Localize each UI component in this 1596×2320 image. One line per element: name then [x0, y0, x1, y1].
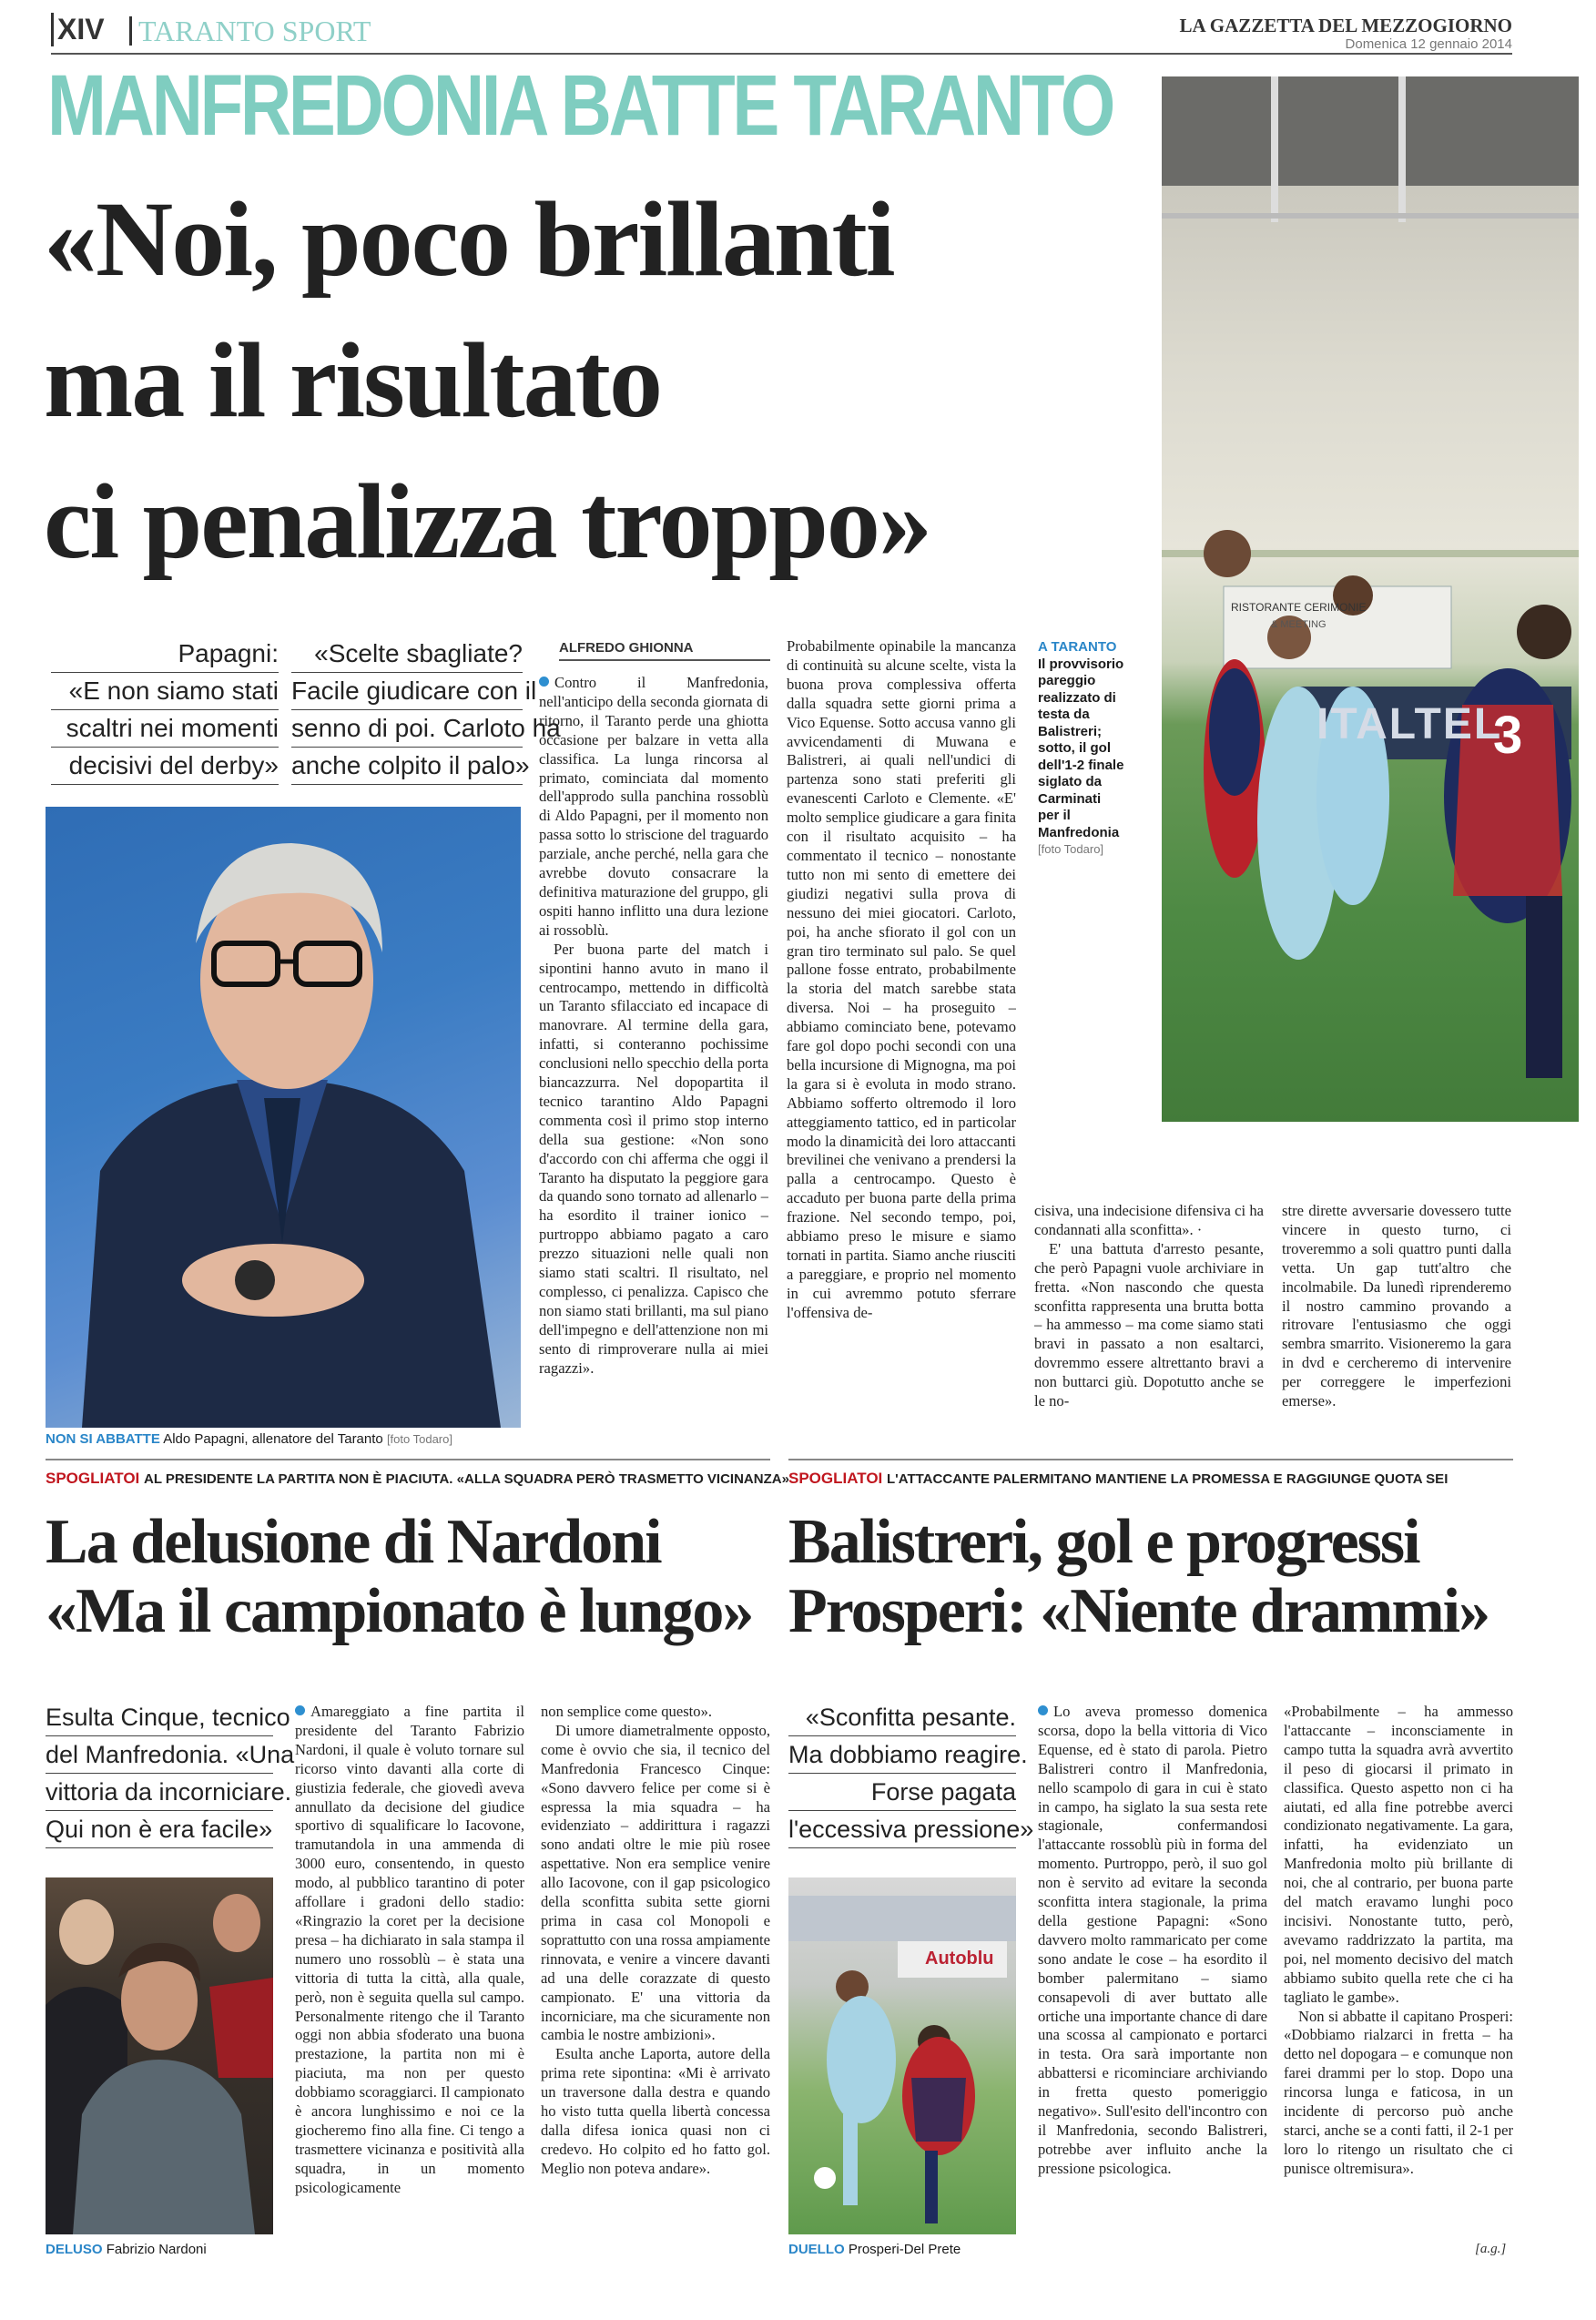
- author-signature: [a.g.]: [1475, 2242, 1507, 2256]
- side-caption-keyword: A TARANTO: [1038, 639, 1117, 655]
- right-title-line-1: Balistreri, gol e progressi: [788, 1507, 1419, 1577]
- side-caption-line: dell'1-2 finale: [1038, 757, 1124, 773]
- caption-text: Aldo Papagni, allenatore del Taranto: [163, 1431, 383, 1447]
- paragraph-text: Contro il Manfredonia, nell'anticipo della seconda giornata di ritorno, il Taranto perde una ghiotta occasione per balzare in vetta alla classifica. La lunga rincorsa al primato, cominciata dal momento dell'approdo sulla panchina rossoblù di Aldo Papagni, per il momento non passa sotto lo striscione del traguardo parziale, anche perché, nella gara che avrebbe dovuto consacrare la definitiva maturazione del gruppo, gli ospiti hanno inflitto una dura lezione ai rossoblù.: [539, 674, 768, 939]
- right-article-col1: [1038, 1703, 1267, 2256]
- header-rule: [51, 53, 1512, 55]
- paragraph: Probabilmente opinabile la mancanza di continuità su alcune scelte, vista la buona prova complessiva offerta dalla squadra sette giorni prima a Vico Equense. Sotto accusa vanno gli avvicendamenti di Muwana e Balistreri, ai quali nell'undici di partenza sono stati preferiti gli evanescenti Carloto e Clemente. «E' molto semplice giudicare a gara finita con il risultato acquisito – ha commentato il tecnico – nonostante tutto non mi sento di emettere dei giudizi negativi sulla prova di nessuno dei miei giocatori. Carloto, poi, ha anche sfiorato il gol con un gran tiro terminato sul palo. Se quel pallone fosse entrato, probabilmente la storia del match sarebbe stata diversa. Noi – ha proseguito – abbiamo cominciato bene, potevamo fare gol dopo pochi secondi con una bella incursione di Mignogna, ma poi la gara si è evoluta in modo strano. Abbiamo sofferto oltremodo il loro atteggiamento tattico, ed in particolar modo la dinamicità dei loro attaccanti brevilinei che venivano a prendersi la palla a centrocampo. Questo è accaduto per buona parte della prima frazione. Nel secondo tempo, poi, abbiamo preso le misure e siamo tornati in partita. Siamo anche riusciti a pareggiare, e proprio nel momento in cui avremmo potuto sferrare l'offensiva de-: [787, 637, 1016, 1321]
- byline: ALFREDO GHIONNA: [559, 640, 694, 656]
- left-title-line-2: «Ma il campionato è lungo»: [46, 1576, 753, 1646]
- pull-quote-line: Forse pagata: [788, 1774, 1016, 1811]
- pull-quote-line: Esulta Cinque, tecnico: [46, 1699, 273, 1736]
- paragraph: [295, 1703, 524, 2198]
- main-article-col4: [1282, 1202, 1511, 1448]
- side-caption-line: Carminati: [1038, 790, 1102, 807]
- main-article-col2: [787, 637, 1016, 1448]
- left-article-col1: [295, 1703, 524, 2256]
- side-caption-line: siglato da: [1038, 774, 1103, 789]
- pull-quote-line: anche colpito il palo»: [291, 748, 523, 785]
- main-article-col1: [539, 674, 768, 1448]
- paragraph: cisiva, una indecisione difensiva ci ha condannati alla sconfitta». ·: [1034, 1202, 1264, 1238]
- pull-quote-line: senno di poi. Carloto ha: [291, 710, 523, 748]
- left-kicker-tag: SPOGLIATOI: [46, 1470, 140, 1487]
- right-kicker: [788, 1470, 1448, 1488]
- banner-subtext: & MEETING: [1271, 619, 1327, 630]
- pull-quote-line: Papagni:: [51, 636, 279, 673]
- main-kicker-headline: MANFREDONIA BATTE TARANTO: [47, 57, 1113, 154]
- stadium-illustration: [1162, 76, 1579, 1122]
- side-caption-line: per il: [1038, 808, 1071, 823]
- page-number: XIV: [51, 13, 105, 46]
- left-pull-quote: [46, 1699, 295, 1848]
- side-caption-line: pareggio: [1038, 673, 1096, 688]
- paragraph: E' una battuta d'arresto pesante, che però Papagni vuole archiviare in fretta. «Non nascondo che questa sconfitta rappresenta una brutta botta – ha ammesso – ma come siamo stati bravi in passato a non esaltarci, dovremmo essere altrettanto bravi a non buttarci giù. Dopotutto anche se le no-: [1034, 1239, 1264, 1410]
- section-rule-right: [788, 1459, 1513, 1460]
- issue-date: Domenica 12 gennaio 2014: [1345, 36, 1512, 52]
- pull-quote-line: «Scelte sbagliate?: [291, 636, 523, 673]
- duel-photo: [788, 1877, 1016, 2234]
- pull-quote-a: [51, 636, 279, 785]
- duel-illustration: [788, 1877, 1016, 2234]
- side-caption-line: sotto, il gol: [1038, 740, 1111, 756]
- paragraph: [539, 674, 768, 941]
- pull-quote-line: del Manfredonia. «Una: [46, 1736, 273, 1774]
- pull-quote-b: [291, 636, 561, 785]
- pull-quote-line: Qui non è era facile»: [46, 1811, 273, 1848]
- side-caption-line: testa da: [1038, 707, 1090, 722]
- papagni-caption: [46, 1431, 452, 1447]
- pull-quote-line: Ma dobbiamo reagire.: [788, 1736, 1016, 1774]
- side-caption: [1038, 639, 1156, 859]
- right-article-col2: [1284, 1703, 1513, 2240]
- byline-rule: [559, 659, 770, 661]
- banner-text: RISTORANTE CERIMONIE: [1231, 601, 1367, 614]
- side-caption-credit: [foto Todaro]: [1038, 842, 1104, 856]
- side-caption-line: Manfredonia: [1038, 824, 1120, 840]
- left-title-line-1: La delusione di Nardoni: [46, 1507, 661, 1577]
- paragraph: non semplice come questo».: [541, 1703, 713, 1720]
- board-text: ITALTEL: [1316, 700, 1503, 748]
- paragraph: Di umore diametralmente opposto, come è ovvio che sia, il tecnico del Manfredonia Francesco Cinque: «Sono davvero felice per come si è espressa la mia squadra – ha evidenziato – addirittura i ragazzi sono andati oltre le mie più rosee aspettative. Non era semplice venire allo Iacovone, con il gap psicologico della sconfitta subita sette giorni prima in casa col Monopoli e soprattutto con una rossa ampiamente rinnovata, e venire a vincere davanti ad una delle corazzate di questo campionato. E' una vittoria da incorniciare, ma che sicuramente non cambia le nostre ambizioni».: [541, 1721, 770, 2044]
- header-divider: [129, 16, 132, 46]
- papagni-photo: [46, 807, 521, 1428]
- right-title-line-2: Prosperi: «Niente drammi»: [788, 1576, 1489, 1646]
- papagni-illustration: [46, 807, 521, 1428]
- bullet-dot: [539, 677, 549, 687]
- main-title-line-1: «Noi, poco brillanti: [44, 179, 894, 299]
- shirt-number: 3: [1493, 706, 1523, 765]
- paragraph-text: Lo aveva promesso domenica scorsa, dopo la bella vittoria di Vico Equense, ed è stato di parola. Pietro Balistreri contro il Manfredonia, nello scampolo di gara in cui è stato in campo, ha siglato la sua sesta rete stagionale, confermandosi l'attaccante rossoblù più in forma del momento. Purtroppo, però, il suo gol non è servito ad evitare la seconda sconfitta intera stagionale, la prima della gestione Papagni: «Sono davvero molto rammaricato per come sono andate le cose – ha esordito il bomber palermitano – siamo consapevoli di aver buttato alle ortiche una importante chance di dare una scossa al campionato e portarci in testa. Ora sarà importante non abbattersi e ricominciare archiviando in fretta questo pomeriggio negativo». Sull'esito dell'incontro con il Manfredonia, secondo Balistreri, potrebbe aver influito anche la pressione psicologica.: [1038, 1703, 1267, 2177]
- main-article-col3: [1034, 1202, 1264, 1448]
- paragraph: Per buona parte del match i sipontini hanno avuto in mano il centrocampo, mettendo in difficoltà un Taranto sfilacciato ed incapace di manovrare. Al termine della gara, infatti, si conteranno pochissime conclusioni nello specchio della porta biancazzurra. Nel dopopartita il tecnico tarantino Aldo Papagni commenta così il primo stop interno della sua gestione: «Non sono d'accordo con chi afferma che oggi il Taranto ha disputato la peggiore gara da quando sono tornato ad allenarlo – ha esordito il trainer ionico – purtroppo abbiamo pagato a caro prezzo situazioni nelle quali non siamo stati scaltri. Il risultato, nel complesso, ci penalizza. Capisco che non siamo stati brillanti, ma sul piano dell'impegno e dell'attenzione non mi sento di rimproverare nulla ai miei ragazzi».: [539, 940, 768, 1377]
- main-title-line-3: ci penalizza troppo»: [44, 462, 930, 581]
- paragraph: Esulta anche Laporta, autore della prima rete sipontina: «Mi è arrivato un traversone dalla destra e quando ho visto tutta quella libertà concessa dalla difesa ionica quasi non ci credevo. Ho colpito ed ho fatto gol. Meglio non poteva andare».: [541, 2045, 770, 2177]
- pull-quote-line: l'eccessiva pressione»: [788, 1811, 1016, 1848]
- main-title-line-2: ma il risultato: [44, 321, 661, 440]
- pull-quote-line: scaltri nei momenti: [51, 710, 279, 748]
- nardoni-caption: [46, 2242, 207, 2257]
- left-kicker: [46, 1470, 789, 1488]
- caption-text: Fabrizio Nardoni: [106, 2242, 207, 2257]
- paragraph-text: Amareggiato a fine partita il presidente del Taranto Fabrizio Nardoni, il quale è voluto tornare sul ricorso vinto davanti alla corte di giustizia federale, che giovedì aveva annullato da decisione del giudice sportivo di squalificare lo Iacovone, tramutandola in una ammenda di 3000 euro, consentendo, in questo modo, al pubblico tarantino di poter affollare i gradoni dello stadio: «Ringrazio la coret per la decisione presa – ha dichiarato in sala stampa il numero uno rossoblù – è stata una vittoria di tutta la città, alla quale, però, non è seguita quella sul campo. Personalmente ritengo che il Taranto oggi non abbia sfoderato una buona prestazione, la partita non mi è piaciuta, ma non per questo dobbiamo scoraggiarci. Il campionato è ancora lunghissimo e noi ce la giocheremo fino alla fine. Ci tengo a trasmettere vicinanza e positività alla squadra, in un momento psicologicamente: [295, 1703, 524, 2196]
- right-kicker-text: L'ATTACCANTE PALERMITANO MANTIENE LA PROMESSA E RAGGIUNGE QUOTA SEI: [887, 1471, 1449, 1487]
- bullet-dot: [295, 1705, 305, 1715]
- pull-quote-line: «E non siamo stati: [51, 673, 279, 710]
- right-kicker-tag: SPOGLIATOI: [788, 1470, 883, 1487]
- side-caption-line: Balistreri;: [1038, 723, 1103, 739]
- caption-keyword: NON SI ABBATTE: [46, 1431, 160, 1447]
- side-caption-line: Il provvisorio: [1038, 656, 1124, 672]
- section-rule-left: [46, 1459, 770, 1460]
- paragraph: «Probabilmente – ha ammesso l'attaccante – inconsciamente in campo tutta la squadra avrà avvertito il peso di giocarsi il primato in classifica. Questo aspetto non ci ha aiutati, ed alla fine potrebbe averci condizionato negativamente. La gara, infatti, ha evidenziato un Manfredonia molto più brillante di noi, che al contrario, per buona parte del match eravamo lunghi poco incisivi. Nonostante tutto, però, avevamo raddrizzato la partita, ma poi, nel momento decisivo del match abbiamo subito quella rete che ci ha tagliato le gambe».: [1284, 1703, 1513, 2006]
- nardoni-photo: [46, 1877, 273, 2234]
- pull-quote-line: vittoria da incorniciare.: [46, 1774, 273, 1811]
- paragraph: stre dirette avversarie dovessero tutte vincere in questo turno, ci troveremmo a soli quattro punti dalla vetta. Un gap tutt'altro che incolmabile. Da lunedì riprenderemo il nostro cammino provando a ritrovare l'entusiasmo che oggi sembra smarrito. Visioneremo la gara in dvd e cercheremo di intervenire per correggere le imperfezioni emerse».: [1282, 1202, 1511, 1410]
- bullet-dot: [1038, 1705, 1048, 1715]
- newspaper-name: LA GAZZETTA DEL MEZZOGIORNO: [1179, 15, 1512, 36]
- ad-board-text: Autoblu: [925, 1949, 994, 1969]
- match-photo-balistreri: [1162, 76, 1579, 1122]
- side-caption-line: realizzato di: [1038, 689, 1116, 706]
- left-kicker-text: AL PRESIDENTE LA PARTITA NON È PIACIUTA. «ALLA SQUADRA PERÒ TRASMETTO VICINANZA»: [144, 1471, 789, 1487]
- right-pull-quote: [788, 1699, 1034, 1848]
- nardoni-illustration: [46, 1877, 273, 2234]
- paragraph: [1038, 1703, 1267, 2179]
- paragraph: Non si abbatte il capitano Prosperi: «Dobbiamo rialzarci in fretta – ha detto nel dopogara – e comunque non farei drammi per lo stop. Dopo una rincorsa lunga e faticosa, in un incidente di percorso può anche starci, anche se a conti fatti, il 2-1 per loro lo ritengo un risultato che ci punisce oltremisura».: [1284, 2007, 1513, 2177]
- caption-credit: [foto Todaro]: [386, 1432, 452, 1446]
- caption-keyword: DUELLO: [788, 2242, 845, 2257]
- caption-text: Prosperi-Del Prete: [848, 2242, 961, 2257]
- duel-caption: [788, 2242, 961, 2257]
- pull-quote-line: «Sconfitta pesante.: [788, 1699, 1016, 1736]
- pull-quote-line: Facile giudicare con il: [291, 673, 523, 710]
- caption-keyword: DELUSO: [46, 2242, 103, 2257]
- left-article-col2: [541, 1703, 770, 2256]
- page-header: [51, 11, 1512, 56]
- section-name: TARANTO SPORT: [138, 15, 371, 47]
- pull-quote-line: decisivi del derby»: [51, 748, 279, 785]
